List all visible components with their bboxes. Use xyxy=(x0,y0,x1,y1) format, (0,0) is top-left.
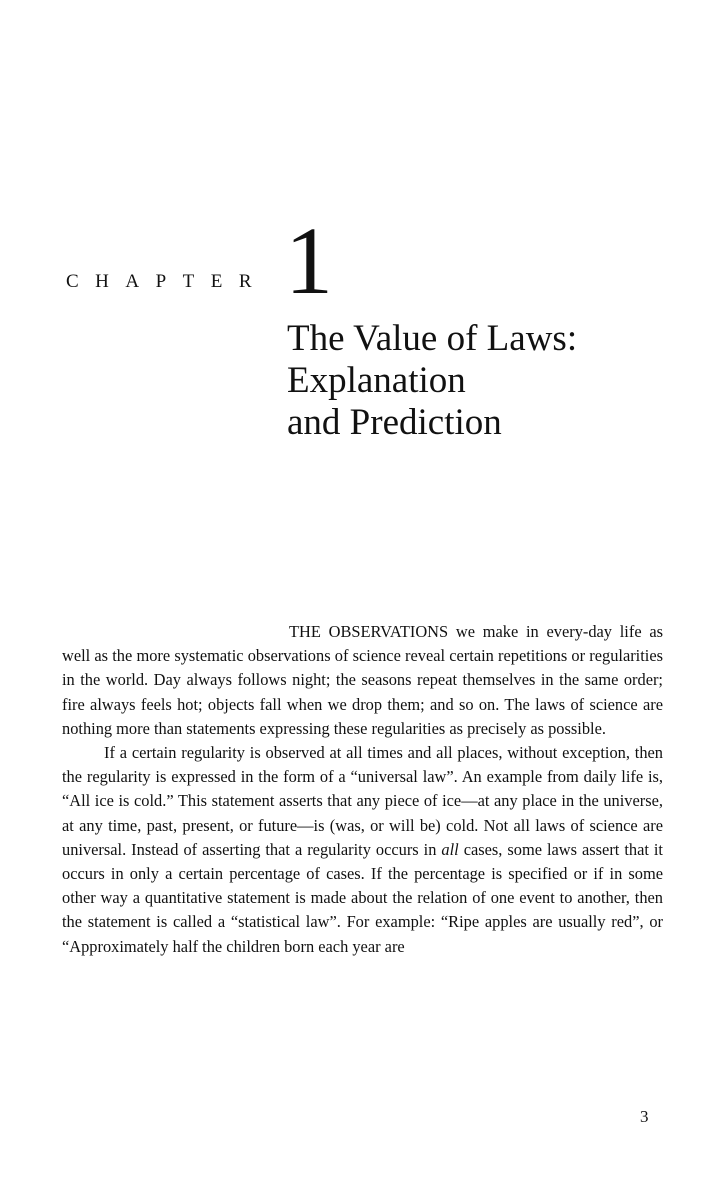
chapter-title-line-1: The Value of Laws: xyxy=(287,318,578,359)
paragraph-1 xyxy=(62,620,663,741)
chapter-title xyxy=(287,318,707,444)
chapter-title-line-3: and Prediction xyxy=(287,402,502,443)
chapter-title-line-2: Explanation xyxy=(287,360,466,401)
paragraph-1-text: we make in every-day life as well as the more systematic observations of science reveal certain repetitions or regularities in the world. Day always follows night; the seasons repeat themselves in the same order; fire always feels hot; objects fall when we drop them; and so on. The laws of science are nothing more than statements expressing these regularities as precisely as possible. xyxy=(62,622,663,738)
paragraph-2 xyxy=(62,741,663,959)
page-number: 3 xyxy=(640,1107,649,1126)
chapter-label: CHAPTER xyxy=(66,271,269,292)
chapter-number: 1 xyxy=(285,207,333,314)
paragraph-1-lead: THE OBSERVATIONS xyxy=(289,622,449,641)
body-text xyxy=(62,620,663,959)
paragraph-2-italic: all xyxy=(441,839,459,859)
paragraph-2-text-b: cases, some laws assert that it occurs in only a certain percentage of cases. If the percentage is specified or if in some other way a quantitative statement is made about the relation of one event to another, then the statement is called a “statistical law”. For example: “Ripe apples are usually red”, or “Approximately half the children born each year are xyxy=(62,839,663,956)
paragraph-2-text-a: If a certain regularity is observed at all times and all places, without exception, then the regularity is expressed in the form of a “universal law”. An example from daily life is, “All ice is cold.” This statement asserts that any piece of ice—at any place in the universe, at any time, past, present, or future—is (was, or will be) cold. Not all laws of science are universal. Instead of asserting that a regularity occurs in xyxy=(62,743,663,859)
